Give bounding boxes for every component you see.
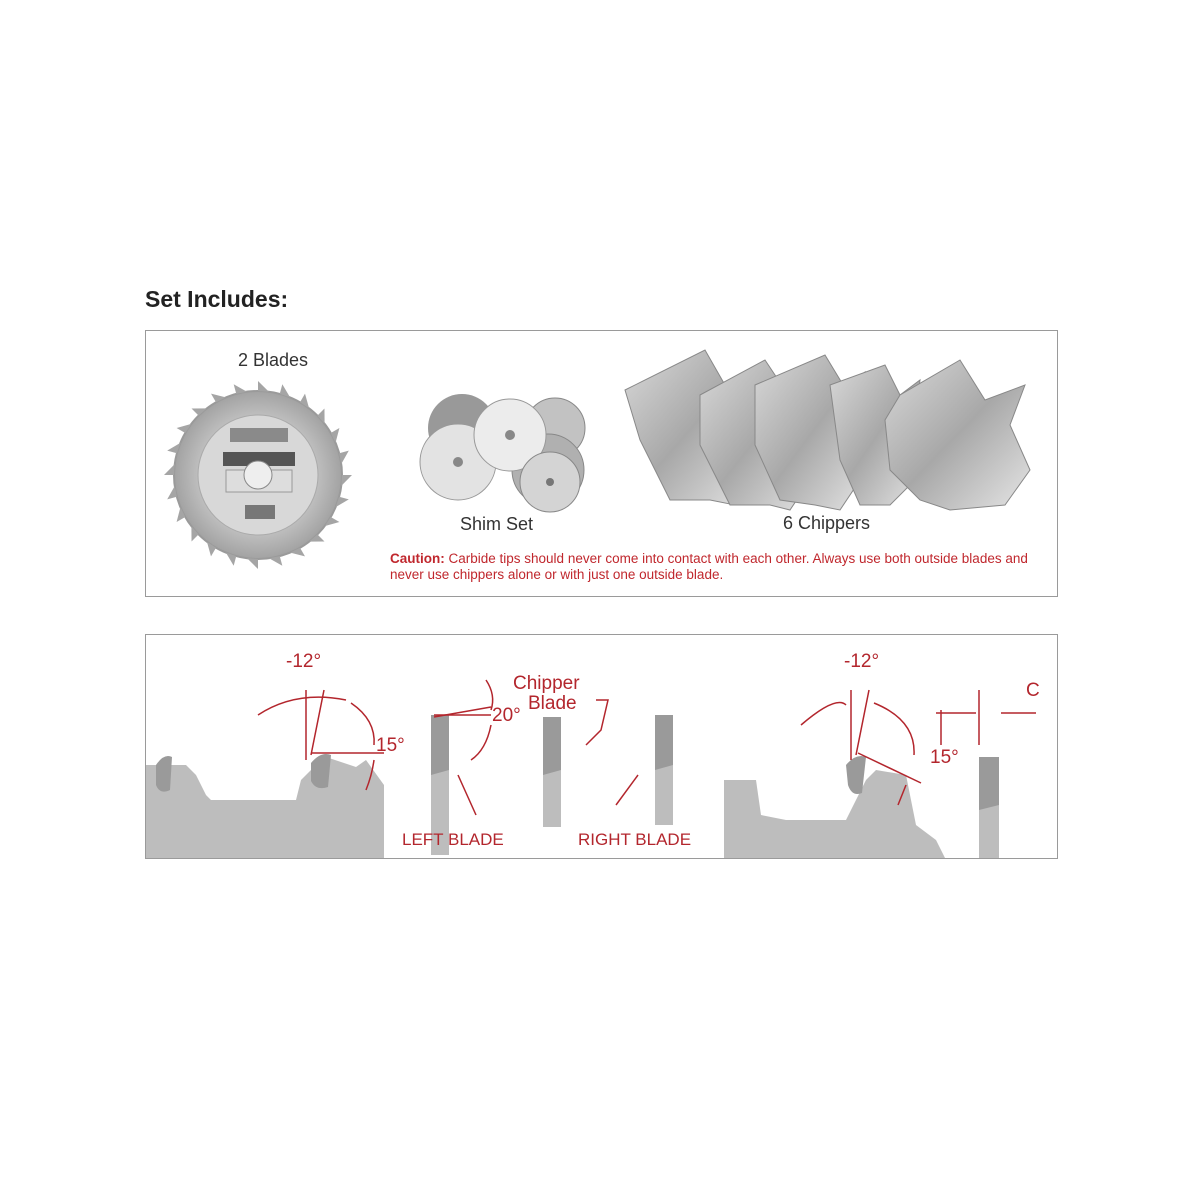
- angle-neg12-left: -12°: [286, 651, 322, 672]
- left-blade-body: [146, 757, 384, 859]
- chippers-label: 6 Chippers: [783, 513, 871, 533]
- chipper-blade-line1: Chipper: [513, 673, 580, 694]
- left-blade-label: LEFT BLADE: [402, 830, 504, 849]
- blade-geometry-diagram: [146, 635, 1058, 859]
- caution-note: [390, 551, 1040, 583]
- blades-label: 2 Blades: [238, 350, 309, 370]
- chipper-blade-line2: Blade: [528, 693, 577, 714]
- chippers-image: [625, 350, 1030, 510]
- blade-geometry-panel: [145, 634, 1058, 859]
- caution-text: Carbide tips should never come into contact with each other. Always use both outside blades and never use chippers alone or with just one outside blade.: [390, 551, 1028, 582]
- angle-20: 20°: [492, 705, 521, 726]
- c-clearance-label: C: [1026, 680, 1040, 701]
- angle-neg12-right: -12°: [844, 651, 880, 672]
- angle-15-right: 15°: [930, 747, 959, 768]
- set-includes-heading: Set Includes:: [145, 286, 289, 312]
- right-blade-label: RIGHT BLADE: [578, 830, 692, 849]
- shim-set-image: [420, 394, 585, 512]
- shim-set-label: Shim Set: [460, 514, 534, 534]
- angle-15-left: 15°: [376, 735, 405, 756]
- left-tooth: [156, 756, 172, 792]
- saw-blade-image: [164, 381, 352, 569]
- right-blade-body: [724, 770, 946, 859]
- left-tooth-2: [311, 754, 331, 788]
- caution-title: Caution:: [390, 551, 445, 566]
